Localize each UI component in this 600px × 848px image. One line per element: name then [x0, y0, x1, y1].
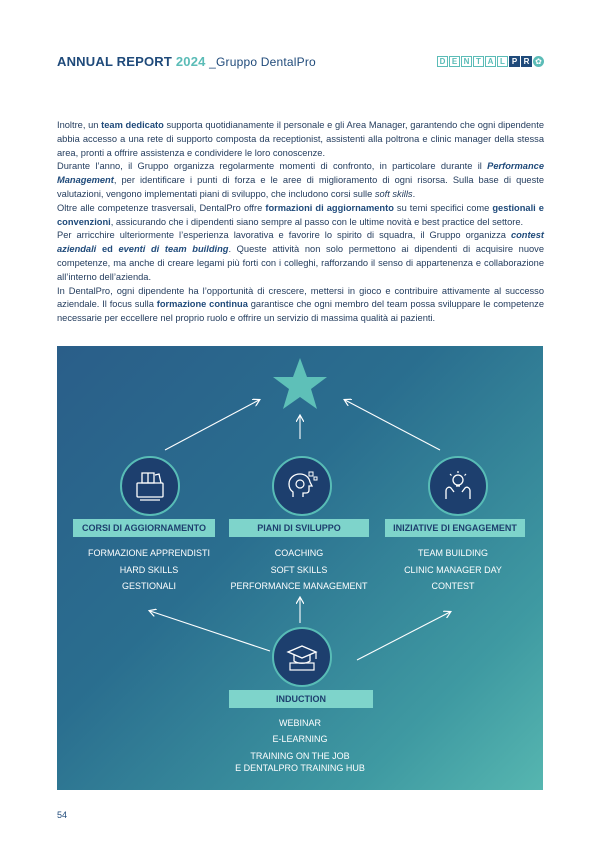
report-title-year: 2024: [175, 54, 206, 69]
dentalpro-logo: [437, 56, 544, 67]
logo-letter: R: [521, 56, 532, 67]
graduation-cap-icon: [285, 640, 319, 674]
report-title: [57, 54, 316, 69]
label-induction: INDUCTION: [229, 690, 373, 708]
logo-letter: N: [461, 56, 472, 67]
logo-letter: P: [509, 56, 520, 67]
page-header: [57, 54, 544, 72]
page-number: 54: [57, 810, 68, 820]
logo-letter: T: [473, 56, 484, 67]
list-item: E DENTALPRO TRAINING HUB: [235, 763, 365, 773]
list-item: SOFT SKILLS: [270, 564, 328, 575]
body-text: [57, 119, 544, 326]
logo-letter: L: [497, 56, 508, 67]
logo-letter: A: [485, 56, 496, 67]
list-iniziative-engagement: [377, 545, 529, 595]
label-piani-sviluppo: PIANI DI SVILUPPO: [229, 519, 369, 537]
list-item: WEBINAR: [278, 718, 321, 728]
arrow-induction-to-right: [357, 612, 450, 660]
paragraph-5: In DentalPro, ogni dipendente ha l’opportunità di crescere, mettersi in gioco e contribuire attivamente al successo aziendale. Il focus sulla formazione continua garantisce che ogni membro del team possa sviluppare le competenze necessarie per eccellere nel proprio ruolo e offrire un servizio di massima qualità ai pazienti.: [57, 285, 544, 324]
list-piani-sviluppo: [223, 545, 375, 595]
report-title-main: ANNUAL REPORT: [57, 54, 173, 69]
paragraph-2: Durante l’anno, il Gruppo organizza regolarmente momenti di confronto, in particolare durante il Performance Management, per identificare i punti di forza e le aree di miglioramento di ogni risorsa. Sulla base di queste valutazioni, vengono implementati piani di sviluppo, che includono corsi sulle soft skills.: [57, 161, 544, 199]
list-induction: [207, 715, 393, 774]
logo-tooth-icon: ✿: [533, 56, 544, 67]
lightbulb-hands-circle: [428, 456, 488, 516]
training-diagram: [57, 346, 543, 790]
paragraph-4: Per arricchire ulteriormente l’esperienza lavorativa e favorire lo spirito di squadra, il Gruppo organizza contest aziendali ed eventi di team building. Queste attività non solo permettono ai dipendenti di acquisire nuove competenze, ma anche di creare legami più forti con i colleghi, rafforzando il senso di appartenenza e collaborazione all’interno dell’azienda.: [57, 230, 544, 282]
list-item: COACHING: [274, 548, 324, 558]
list-item: HARD SKILLS: [119, 564, 179, 575]
list-item: E-LEARNING: [272, 734, 328, 744]
arrow-right-to-star: [345, 400, 440, 450]
head-growth-circle: [272, 456, 332, 516]
list-item: CONTEST: [431, 581, 475, 591]
list-item: CLINIC MANAGER DAY: [404, 564, 502, 575]
list-item: TRAINING ON THE JOB: [250, 751, 350, 761]
list-item: FORMAZIONE APPRENDISTI: [87, 548, 210, 558]
arrow-induction-to-left: [150, 611, 270, 651]
books-computer-circle: [120, 456, 180, 516]
list-corsi-aggiornamento: [73, 545, 225, 595]
graduation-cap-circle: [272, 627, 332, 687]
arrow-left-to-star: [165, 400, 259, 450]
lightbulb-hands-icon: [441, 469, 475, 503]
report-title-sub: _Gruppo DentalPro: [205, 55, 316, 69]
books-computer-icon: [133, 469, 167, 503]
label-corsi-aggiornamento: CORSI DI AGGIORNAMENTO: [73, 519, 215, 537]
list-item: GESTIONALI: [121, 581, 176, 591]
paragraph-3: Oltre alle competenze trasversali, DentalPro offre formazioni di aggiornamento su temi specifici come gestionali e convenzioni, assicurando che i dipendenti siano sempre al passo con le ultime novità e best practice del settore.: [57, 202, 544, 227]
label-iniziative-engagement: INIZIATIVE DI ENGAGEMENT: [385, 519, 525, 537]
list-item: PERFORMANCE MANAGEMENT: [230, 581, 368, 591]
head-ideas-icon: [285, 469, 319, 503]
list-item: TEAM BUILDING: [417, 548, 488, 558]
paragraph-1: Inoltre, un team dedicato supporta quotidianamente il personale e gli Area Manager, garantendo che ogni dipendente abbia accesso a una rete di supporto composta da receptionist, assistenti alla poltrona e clinic manager della stessa area, pronti a offrire assistenza e condividere le loro conoscenze.: [57, 120, 544, 158]
star-icon: [273, 358, 327, 409]
logo-letter: E: [449, 56, 460, 67]
logo-letter: D: [437, 56, 448, 67]
